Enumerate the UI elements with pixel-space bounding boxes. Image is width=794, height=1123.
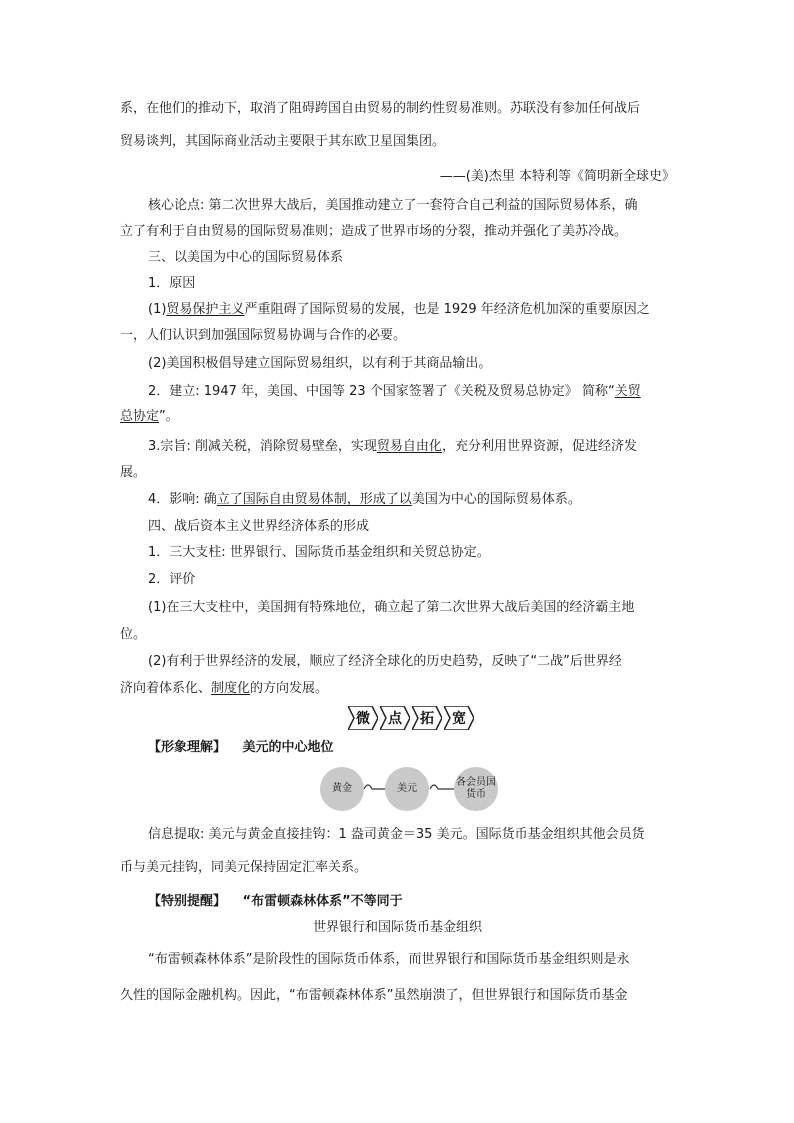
citation: ——(美)杰里 本特利等《简明新全球史》 bbox=[439, 169, 675, 184]
text-line: 2．建立: 1947 年，美国、中国等 23 个国家签署了《关税及贸易总协定》 简称“关贸 bbox=[148, 384, 641, 399]
text-line: (2)有利于世界经济的发展，顺应了经济全球化的历史趋势，反映了“二战”后世界经 bbox=[148, 654, 622, 669]
text-line: 总协定”。 bbox=[120, 409, 179, 424]
text-line: 1．三大支柱: 世界银行、国际货币基金组织和关贸总协定。 bbox=[148, 545, 490, 560]
callout-tag: 【形象理解】 bbox=[148, 740, 227, 755]
underlined-term: 关贸 bbox=[614, 384, 641, 399]
text-line: 贸易谈判，其国际商业活动主要限于其东欧卫星国集团。 bbox=[120, 134, 446, 149]
section-heading: 四、战后资本主义世界经济体系的形成 bbox=[148, 519, 370, 534]
callout-title-cont: 世界银行和国际货币基金组织 bbox=[312, 920, 482, 935]
underlined-term: 贸易自由化 bbox=[376, 439, 442, 454]
dollar-node: 美元 bbox=[385, 767, 429, 811]
banner-tab: 拓 bbox=[412, 706, 442, 730]
underlined-term: 总协定 bbox=[120, 409, 160, 424]
text-line: 币与美元挂钩，同美元保持固定汇率关系。 bbox=[120, 860, 368, 875]
text-line: “布雷顿森林体系”是阶段性的国际货币体系，而世界银行和国际货币基金组织则是永 bbox=[148, 952, 630, 967]
text-line: 信息提取: 美元与黄金直接挂钩：1 盎司黄金＝35 美元。国际货币基金组织其他会员货 bbox=[148, 827, 645, 842]
subheading: 2．评价 bbox=[148, 572, 196, 587]
callout-title: 美元的中心地位 bbox=[242, 740, 334, 755]
text-line: 核心论点: 第二次世界大战后，美国推动建立了一套符合自己利益的国际贸易体系，确 bbox=[148, 198, 638, 213]
text-line: 3.宗旨: 削减关税，消除贸易壁垒，实现贸易自由化，充分利用世界资源，促进经济发 bbox=[148, 439, 637, 454]
banner-tab: 微 bbox=[348, 706, 378, 730]
underlined-term: 立了国际自由贸易体制，形成了以 bbox=[216, 492, 412, 507]
dollar-center-diagram bbox=[320, 765, 510, 811]
banner-tab: 宽 bbox=[444, 706, 474, 730]
gold-node: 黄金 bbox=[320, 767, 364, 811]
underlined-term: 制度化 bbox=[211, 681, 251, 696]
text-line: 4．影响: 确立了国际自由贸易体制，形成了以美国为中心的国际贸易体系。 bbox=[148, 492, 581, 507]
text-line: (1)在三大支柱中，美国拥有特殊地位，确立起了第二次世界大战后美国的经济霸主地 bbox=[148, 600, 635, 615]
text-line: 展。 bbox=[120, 465, 147, 480]
member-currency-node: 各会员国 货币 bbox=[454, 767, 498, 811]
text-line: 久性的国际金融机构。因此，“布雷顿森林体系”虽然崩溃了，但世界银行和国际货币基金 bbox=[120, 988, 628, 1003]
text-line: 位。 bbox=[120, 627, 147, 642]
section-banner bbox=[348, 706, 476, 730]
text-line: 济向着体系化、制度化的方向发展。 bbox=[120, 681, 329, 696]
callout-title: “布雷顿森林体系”不等同于 bbox=[242, 894, 403, 909]
text-line: (1)贸易保护主义严重阻碍了国际贸易的发展，也是 1929 年经济危机加深的重要原因之 bbox=[148, 302, 650, 317]
callout-tag: 【特别提醒】 bbox=[148, 894, 227, 909]
text-line: (2)美国积极倡导建立国际贸易组织，以有利于其商品输出。 bbox=[148, 356, 492, 371]
text-line: 立了有利于自由贸易的国际贸易准则；造成了世界市场的分裂，推动并强化了美苏冷战。 bbox=[120, 224, 628, 239]
banner-tab: 点 bbox=[380, 706, 410, 730]
subheading: 1．原因 bbox=[148, 276, 196, 291]
text-line: 一，人们认识到加强国际贸易协调与合作的必要。 bbox=[120, 328, 407, 343]
section-heading: 三、以美国为中心的国际贸易体系 bbox=[148, 250, 344, 265]
underlined-term: 贸易保护主义 bbox=[166, 302, 245, 317]
callout-heading bbox=[148, 892, 703, 912]
callout-heading bbox=[148, 738, 703, 758]
text-line: 系，在他们的推动下，取消了阻碍跨国自由贸易的制约性贸易准则。苏联没有参加任何战后 bbox=[120, 101, 641, 116]
